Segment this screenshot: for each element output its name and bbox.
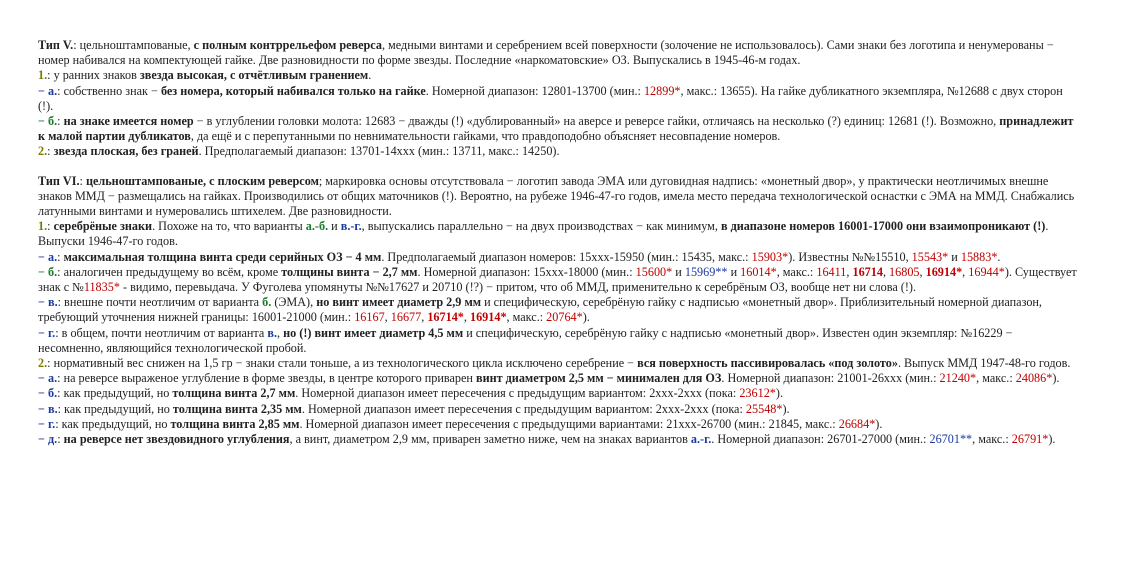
text-run: : <box>57 249 64 264</box>
text-run: . <box>368 68 372 83</box>
text-run: : как предыдущий, но <box>57 401 173 416</box>
text-run: : <box>57 114 64 129</box>
text-run: , выпускались параллельно − на двух производствах − как минимум, <box>361 219 721 234</box>
variant-label: − а. <box>38 371 58 386</box>
text-run: : собственно знак − <box>57 83 161 98</box>
text-run: : на реверсе выраженое углубление в форме звезды, в центре которого приварен <box>57 371 476 386</box>
number-ref: 24086* <box>1015 371 1053 386</box>
text-run: ). <box>1052 371 1060 386</box>
bold-text: максимальная толщина винта среди серийных ОЗ − 4 мм <box>63 249 382 264</box>
variant-label: − в. <box>38 295 58 310</box>
type-vi-variant-1v <box>38 295 1079 325</box>
variant-label: − б. <box>38 386 58 401</box>
text-run: , <box>962 264 969 279</box>
variant-label: 1. <box>38 219 48 234</box>
text-run: ). <box>775 386 783 401</box>
text-run: , <box>384 310 391 325</box>
number-ref: 11835* <box>83 280 120 295</box>
text-run: : как предыдущий, но <box>57 386 173 401</box>
text-run: - видимо, перевыдача. У Фуголева упомянуты №№17627 и 20710 (!?) − притом, что об ММД, применительно к серебрёным ОЗ, вообще нет ни слова (!). <box>119 280 917 295</box>
number-ref: 16805 <box>889 264 920 279</box>
variant-label: − г. <box>38 416 56 431</box>
number-ref: 16914* <box>925 264 963 279</box>
text-run: и <box>727 264 741 279</box>
bold-text: на реверсе нет звездовидного углубления <box>63 432 290 447</box>
text-run: , да ещё и с перепутанными по невнимательности гайками, что правдоподобно объясняет несовпадение номеров. <box>190 129 781 144</box>
text-run: . Номерной диапазон имеет пересечения с предыдущими вариантами: 21ххх-26700 (мин.: 21845, макс.: <box>299 416 839 431</box>
text-run: . Предполагаемый диапазон: 13701-14ххх (мин.: 13711, макс.: 14250). <box>198 144 560 159</box>
text-run: , <box>882 264 890 279</box>
number-ref: 16714* <box>427 310 464 325</box>
type-v-variant-1 <box>38 68 1079 83</box>
text-run: , макс.: 13655). На гайке дубликатного экземпляра, №12688 с двух сторон (!). <box>38 83 1063 113</box>
text-run: : внешне почти неотличим от варианта <box>57 295 263 310</box>
type-vi-variant-1b <box>38 265 1079 295</box>
variant-label: − г. <box>38 325 56 340</box>
number-ref: 23612* <box>739 386 776 401</box>
variant-label: − б. <box>38 114 58 129</box>
text-run: ). <box>875 416 883 431</box>
type-v-variant-2 <box>38 144 1079 159</box>
bold-text: цельноштампованые, с плоским реверсом <box>85 173 319 188</box>
text-run: и <box>672 264 685 279</box>
bold-text: винт диаметром 2,5 мм − минимален для ОЗ <box>475 371 722 386</box>
text-run: , <box>277 325 284 340</box>
text-run: и специфическую, серебрёную гайку с надписью «монетный двор». Известен один экземпляр: №16229 − несомненно, являющийся технологической пробой. <box>38 325 1013 355</box>
bold-text: Тип V. <box>38 38 74 52</box>
text-run: , макс.: <box>972 432 1012 447</box>
text-run: : <box>47 219 54 234</box>
number-ref: 15600* <box>635 264 673 279</box>
text-run: . <box>997 249 1001 264</box>
text-run: : в общем, почти неотличим от варианта <box>55 325 268 340</box>
number-ref: 21240* <box>939 371 977 386</box>
bold-text: с полным контррельефом реверса <box>193 38 382 52</box>
type-vi-variant-1g <box>38 326 1079 356</box>
type-vi-variant-1 <box>38 219 1079 249</box>
text-run: , <box>421 310 428 325</box>
bold-text: в диапазоне номеров 16001-17000 они взаимопроникают (!) <box>720 219 1046 234</box>
text-run: ). Существует знак с № <box>38 264 1077 295</box>
variant-label: 2. <box>38 144 48 159</box>
type-v-variant-1b <box>38 114 1079 144</box>
text-run: : <box>47 144 54 159</box>
text-run: , <box>919 264 926 279</box>
number-ref: 16677 <box>390 310 422 325</box>
variant-label: в. <box>267 325 277 340</box>
text-run: ; маркировка основы отсутствовала − логотип завода ЭМА или дуговидная надпись: «монетный двор», у практически неотличимых внешне знаков ММД − размещались на гайках. Производились от общих маточников (!). Вероятно, на рубеже 1946-47-го годов, имела место передача технологической оснастки с ЭМА на ММД. Снабжались латунными винтами и нумеровались штихелем. Две разновидности. <box>38 173 1075 219</box>
text-run: и специфическую, серебрёную гайку с надписью «монетный двор». Приблизительный номерной диапазон, требующий уточнения нижней границы: 16001-21000 (мин.: <box>38 295 1042 325</box>
text-run: , <box>463 310 470 325</box>
variant-label: − а. <box>38 249 58 264</box>
text-run: , а винт, диаметром 2,9 мм, приварен заметно ниже, чем на знаках вариантов <box>289 432 691 447</box>
type-v-intro <box>38 38 1079 68</box>
variant-label: − а. <box>38 83 58 98</box>
text-run: и <box>948 249 961 264</box>
number-ref: 16944* <box>968 264 1005 279</box>
variant-label: б. <box>262 295 272 310</box>
type-vi-intro <box>38 174 1079 220</box>
bold-text: толщина винта 2,35 мм <box>172 401 302 416</box>
text-run: : аналогичен предыдущему во всём, кроме <box>57 264 282 279</box>
text-run: , медными винтами и серебрением всей поверхности (золочение не использовалось). Сами знаки без логотипа и ненумерованы − номер набивался на компектующей гайке. Две разновидности по форме звезды. Последние «наркоматовские» ОЗ. Выпускались в 1945-46-м годах. <box>38 38 1054 68</box>
number-ref: 15543* <box>911 249 949 264</box>
number-ref: 16167 <box>354 310 385 325</box>
bold-text: Тип VI. <box>38 173 80 188</box>
text-run: , макс.: <box>776 264 817 279</box>
section-gap <box>38 160 1079 174</box>
bold-text: серебрёные знаки <box>53 219 153 234</box>
text-run: : нормативный вес снижен на 1,5 гр − знаки стали тоньше, а из технологического цикла исключено серебрение − <box>47 356 638 371</box>
variant-label: − д. <box>38 432 58 447</box>
text-run: : цельноштампованые, <box>73 38 194 52</box>
variant-label: в.-г. <box>340 219 362 234</box>
bold-text: на знаке имеется номер <box>63 114 194 129</box>
type-vi-variant-2 <box>38 356 1079 371</box>
variant-label: − б. <box>38 264 58 279</box>
text-run: . Номерной диапазон имеет пересечения с предыдущим вариантом: 2ххх-2ххх (пока: <box>301 401 746 416</box>
text-run: . Номерной диапазон: 12801-13700 (мин.: <box>425 83 644 98</box>
number-ref: 16411 <box>816 264 847 279</box>
type-vi-variant-2b <box>38 386 1079 401</box>
number-ref: 25548* <box>745 401 783 416</box>
text-run: и <box>328 219 341 234</box>
number-ref: 15903* <box>751 249 789 264</box>
type-vi-variant-1a <box>38 250 1079 265</box>
text-run: , <box>846 264 853 279</box>
text-run: : как предыдущий, но <box>55 416 171 431</box>
text-run: ). <box>1048 432 1056 447</box>
number-ref: 26684* <box>838 416 876 431</box>
type-vi-variant-2d <box>38 432 1079 447</box>
text-run: . Похоже на то, что варианты <box>152 219 306 234</box>
type-vi-variant-2g <box>38 417 1079 432</box>
text-run: . Номерной диапазон: 15ххх-18000 (мин.: <box>417 264 636 279</box>
text-run: : <box>57 432 64 447</box>
variant-label: 1. <box>38 68 48 83</box>
variant-label: − в. <box>38 401 58 416</box>
type-vi-variant-2v <box>38 402 1079 417</box>
number-ref: 12899* <box>643 83 681 98</box>
bold-text: звезда высокая, с отчётливым гранением <box>139 68 369 83</box>
number-ref: 15883* <box>960 249 998 264</box>
type-vi-variant-2a <box>38 371 1079 386</box>
number-ref: 26701** <box>929 432 973 447</box>
text-run: , макс.: <box>976 371 1016 386</box>
number-ref: 16714 <box>852 264 883 279</box>
variant-label: а.-г. <box>690 432 712 447</box>
number-ref: 15969** <box>684 264 728 279</box>
bold-text: вся поверхность пассивировалась «под золото» <box>637 356 898 371</box>
number-ref: 16014* <box>740 264 777 279</box>
text-run: . Номерной диапазон: 21001-26ххх (мин.: <box>721 371 940 386</box>
text-run: . Номерной диапазон: 26701-27000 (мин.: <box>711 432 930 447</box>
text-run: . Выпуск ММД 1947-48-го годов. <box>897 356 1071 371</box>
bold-text: без номера, который набивался только на гайке <box>160 83 426 98</box>
text-run: ). <box>582 310 590 325</box>
bold-text: толщины винта − 2,7 мм <box>281 264 418 279</box>
text-run: . Предполагаемый диапазон номеров: 15ххх-15950 (мин.: 15435, макс.: <box>381 249 752 264</box>
bold-text: толщина винта 2,85 мм <box>170 416 300 431</box>
text-run: (ЭМА), <box>271 295 317 310</box>
text-run: − в углублении головки молота: 12683 − дважды (!) «дублированный» на аверсе и реверсе гайки, отличаясь на несколько (?) единиц: 12681 (!). Возможно, <box>193 114 1000 129</box>
text-run: . Номерной диапазон имеет пересечения с предыдущим вариантом: 2ххх-2ххх (пока: <box>295 386 740 401</box>
text-run: : у ранних знаков <box>47 68 140 83</box>
number-ref: 16914* <box>469 310 507 325</box>
text-run: . Выпуски 1946-47-го годов. <box>38 219 1049 249</box>
type-v-variant-1a <box>38 84 1079 114</box>
number-ref: 20764* <box>546 310 583 325</box>
variant-label: 2. <box>38 356 48 371</box>
bold-text: толщина винта 2,7 мм <box>172 386 296 401</box>
number-ref: 26791* <box>1011 432 1049 447</box>
text-run: ). Известны №№15510, <box>788 249 912 264</box>
bold-text: но (!) винт имеет диаметр 4,5 мм <box>283 325 464 340</box>
bold-text: звезда плоская, без граней <box>53 144 199 159</box>
variant-label: а.-б. <box>305 219 329 234</box>
text-run: , макс.: <box>506 310 547 325</box>
text-run: ). <box>782 401 790 416</box>
bold-text: принадлежит к малой партии дубликатов <box>38 114 1074 144</box>
text-run: : <box>79 173 86 188</box>
bold-text: но винт имеет диаметр 2,9 мм <box>316 295 482 310</box>
